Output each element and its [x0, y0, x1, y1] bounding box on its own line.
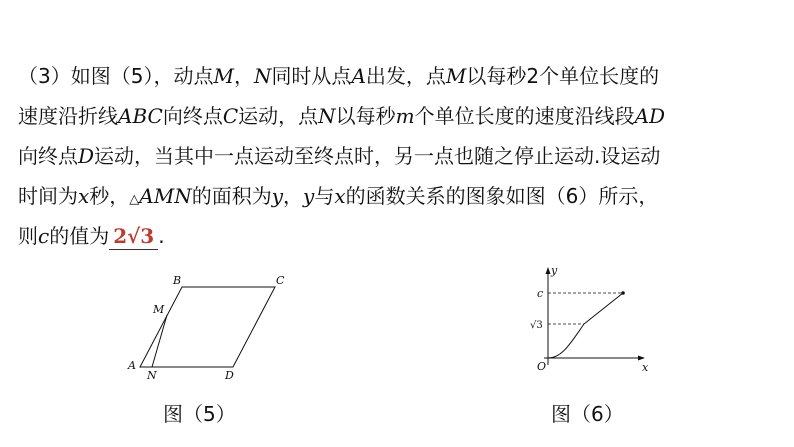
problem-line-1: （3）如图（5），动点M，N同时从点A出发，点M以每秒2个单位长度的: [18, 64, 660, 88]
var-N: N: [253, 64, 272, 88]
caption-figure-5: 图（5）: [163, 402, 236, 426]
x-axis-arrow-icon: [638, 356, 645, 361]
function-curve: [548, 324, 584, 358]
label-M: M: [153, 303, 165, 316]
var-AMN: AMN: [139, 184, 192, 208]
tick-label-c: c: [537, 287, 544, 300]
function-line-segment: [584, 293, 623, 324]
var-M: M: [213, 64, 234, 88]
parallelogram-ABCD: [140, 287, 275, 367]
label-N: N: [147, 369, 157, 382]
origin-label: O: [537, 360, 547, 373]
var-C: C: [222, 104, 239, 128]
problem-line-4: 时间为x秒，△AMN的面积为y，y与x的函数关系的图象如图（6）所示，: [18, 184, 659, 208]
problem-line-2: 速度沿折线ABC向终点C运动，点N以每秒m个单位长度的速度沿线段AD: [18, 104, 666, 128]
var-ABC: ABC: [118, 104, 163, 128]
var-m: m: [395, 104, 415, 128]
segment-MN: [152, 315, 167, 367]
var-A: A: [351, 64, 366, 88]
endpoint-dot: [621, 291, 625, 295]
y-axis-arrow-icon: [546, 267, 551, 274]
label-B: B: [173, 274, 182, 287]
var-c: c: [38, 224, 50, 248]
triangle-symbol: △: [129, 192, 140, 207]
label-A: A: [128, 359, 136, 372]
figure-5-parallelogram: [120, 270, 300, 385]
problem-line-5: 则c的值为 2√3 .: [18, 224, 165, 248]
var-AD: AD: [634, 104, 666, 128]
axis-label-y: y: [551, 264, 558, 277]
var-y: y: [271, 184, 284, 208]
answer-blank: 2√3: [109, 223, 158, 250]
caption-figure-6: 图（6）: [551, 402, 624, 426]
tick-label-sqrt3: √3: [530, 320, 543, 331]
label-C: C: [276, 274, 285, 287]
figure-6-graph: [530, 262, 660, 380]
var-D: D: [78, 144, 95, 168]
axis-label-x: x: [642, 361, 649, 374]
var-x: x: [78, 184, 90, 208]
label-D: D: [225, 369, 234, 382]
problem-text: [18, 56, 780, 256]
problem-line-3: 向终点D运动，当其中一点运动至终点时，另一点也随之停止运动.设运动: [18, 144, 661, 168]
